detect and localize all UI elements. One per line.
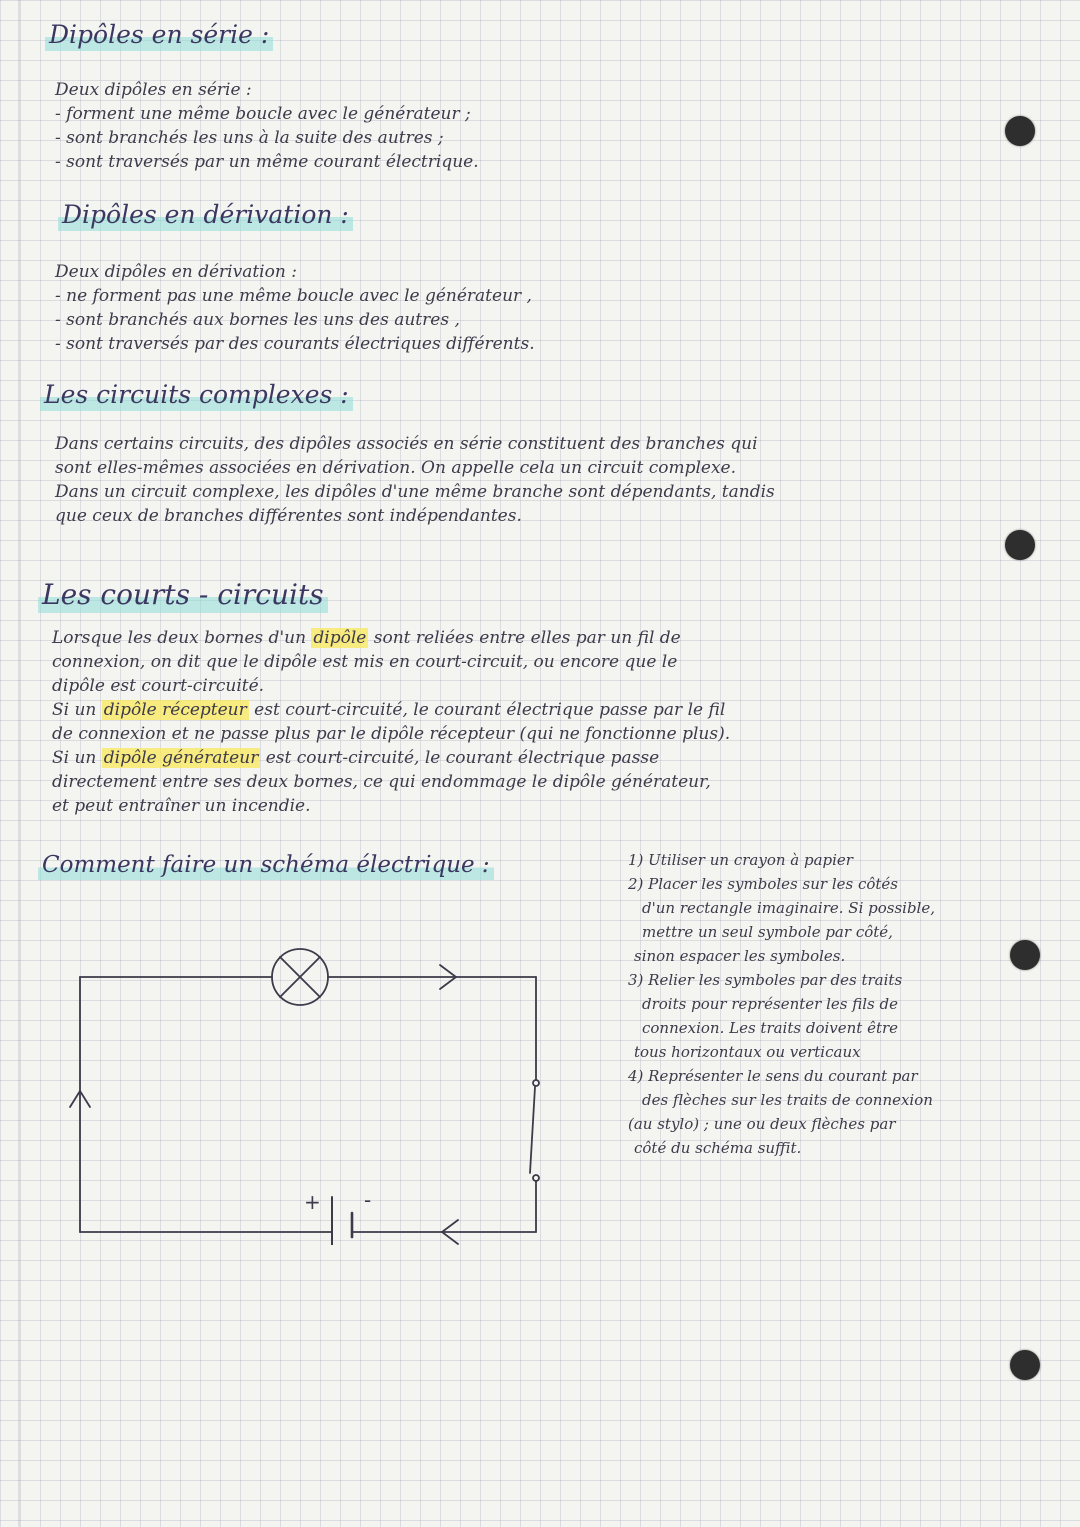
serie-item-1: - forment une même boucle avec le générateur ; — [55, 104, 471, 124]
title-complexes: Les circuits complexes : — [40, 380, 353, 409]
court-circuits-block — [52, 626, 730, 818]
derivation-item-3: - sont traversés par des courants électriques différents. — [55, 334, 535, 354]
battery-symbol — [332, 1197, 352, 1245]
highlight-dipole: dipôle — [313, 628, 367, 648]
complexes-block — [55, 432, 775, 528]
switch-symbol — [530, 1080, 539, 1181]
circuit-diagram — [60, 935, 550, 1245]
cc-line-1: Lorsque les deux bornes d'un dipôle sont reliées entre elles par un fil de — [52, 628, 681, 648]
step-2c: mettre un seul symbole par côté, — [642, 923, 893, 941]
punch-hole-4 — [1010, 1350, 1040, 1380]
complexes-line-2: sont elles-mêmes associées en dérivation. On appelle cela un circuit complexe. — [55, 458, 737, 478]
step-4a: 4) Représenter le sens du courant par — [628, 1067, 918, 1085]
serie-intro: Deux dipôles en série : — [55, 80, 252, 100]
complexes-line-4: que ceux de branches différentes sont indépendantes. — [55, 506, 522, 526]
step-4b: des flèches sur les traits de connexion — [642, 1091, 933, 1109]
lamp-symbol — [272, 949, 328, 1005]
title-court-circuits: Les courts - circuits — [38, 578, 328, 611]
title-derivation: Dipôles en dérivation : — [58, 200, 353, 229]
cc-line-2: connexion, on dit que le dipôle est mis en court-circuit, ou encore que le — [52, 652, 678, 672]
step-2d: sinon espacer les symboles. — [634, 947, 846, 965]
punch-hole-3 — [1010, 940, 1040, 970]
step-1: 1) Utiliser un crayon à papier — [628, 851, 853, 869]
complexes-line-1: Dans certains circuits, des dipôles associés en série constituent des branches qui — [55, 434, 758, 454]
title-serie: Dipôles en série : — [45, 20, 273, 49]
serie-item-3: - sont traversés par un même courant électrique. — [55, 152, 479, 172]
step-2a: 2) Placer les symboles sur les côtés — [628, 875, 898, 893]
battery-minus-label: - — [364, 1188, 372, 1212]
derivation-item-1: - ne forment pas une même boucle avec le générateur , — [55, 286, 532, 306]
derivation-block — [55, 260, 535, 356]
serie-item-2: - sont branchés les uns à la suite des autres ; — [55, 128, 444, 148]
step-3c: connexion. Les traits doivent être — [642, 1019, 899, 1037]
battery-plus-label: + — [304, 1190, 321, 1214]
step-2b: d'un rectangle imaginaire. Si possible, — [642, 899, 935, 917]
step-3a: 3) Relier les symboles par des traits — [628, 971, 903, 989]
page-binding-edge — [18, 0, 20, 1527]
step-4c: (au stylo) ; une ou deux flèches par — [628, 1115, 896, 1133]
cc-line-3: dipôle est court-circuité. — [52, 676, 265, 696]
cc-line-7: directement entre ses deux bornes, ce qui endommage le dipôle générateur, — [52, 772, 711, 792]
title-schema: Comment faire un schéma électrique : — [38, 852, 494, 878]
cc-line-6: Si un dipôle générateur est court-circuité, le courant électrique passe — [52, 748, 660, 768]
cc-line-5: de connexion et ne passe plus par le dipôle récepteur (qui ne fonctionne plus). — [52, 724, 731, 744]
highlight-dipole-generateur: dipôle générateur — [103, 748, 259, 768]
serie-block — [55, 78, 479, 174]
step-3d: tous horizontaux ou verticaux — [634, 1043, 861, 1061]
cc-line-8: et peut entraîner un incendie. — [52, 796, 311, 816]
complexes-line-3: Dans un circuit complexe, les dipôles d'une même branche sont dépendants, tandis — [55, 482, 775, 502]
cc-line-4: Si un dipôle récepteur est court-circuité, le courant électrique passe par le fil — [52, 700, 726, 720]
step-3b: droits pour représenter les fils de — [642, 995, 898, 1013]
step-4d: côté du schéma suffit. — [634, 1139, 802, 1157]
highlight-dipole-recepteur: dipôle récepteur — [103, 700, 247, 720]
punch-hole-1 — [1005, 116, 1035, 146]
schema-steps — [628, 848, 935, 1160]
derivation-intro: Deux dipôles en dérivation : — [55, 262, 297, 282]
punch-hole-2 — [1005, 530, 1035, 560]
derivation-item-2: - sont branchés aux bornes les uns des autres , — [55, 310, 460, 330]
